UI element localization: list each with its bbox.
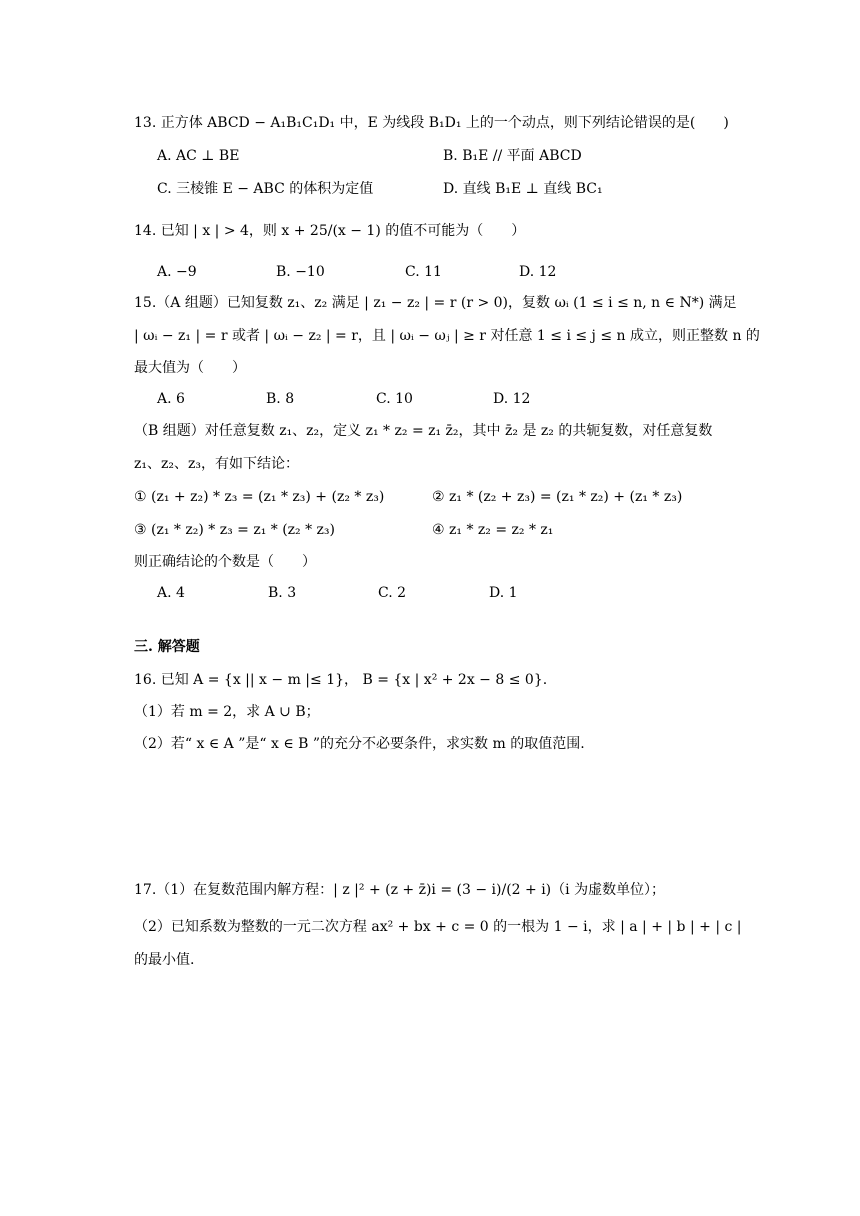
q17-part2-line1: （2）已知系数为整数的一元二次方程 ax² + bx + c = 0 的一根为 1 − i，求 | a | + | b | + | c | bbox=[134, 919, 742, 935]
q17-part2-line2: 的最小值. bbox=[134, 952, 195, 968]
q15-option-a: A. 6 bbox=[157, 391, 185, 407]
q15b-stem-line1: （B 组题）对任意复数 z₁、z₂，定义 z₁ * z₂ = z₁ z̄₂，其中 z̄₂ 是 z₂ 的共轭复数，对任意复数 bbox=[134, 423, 713, 439]
q14-option-c: C. 11 bbox=[405, 264, 442, 280]
q15b-option-b: B. 3 bbox=[268, 585, 297, 601]
q15b-conclusion-4: ④ z₁ * z₂ = z₂ * z₁ bbox=[432, 522, 554, 538]
q16-part2: （2）若“ x ∈ A ”是“ x ∈ B ”的充分不必要条件，求实数 m 的取值范围. bbox=[134, 736, 585, 752]
q13-option-b: B. B₁E // 平面 ABCD bbox=[443, 148, 582, 164]
q15-option-d: D. 12 bbox=[493, 391, 531, 407]
q15-option-b: B. 8 bbox=[266, 391, 295, 407]
q14-stem: 14. 已知 | x | > 4，则 x + 25/(x − 1) 的值不可能为（ ） bbox=[134, 223, 526, 239]
q14-option-b: B. −10 bbox=[276, 264, 325, 280]
q15b-question: 则正确结论的个数是（ ） bbox=[134, 554, 316, 570]
q15b-option-c: C. 2 bbox=[378, 585, 407, 601]
q15b-option-a: A. 4 bbox=[157, 585, 185, 601]
q15-stem-line2: | ωᵢ − z₁ | = r 或者 | ωᵢ − z₂ | = r，且 | ωᵢ − ωⱼ | ≥ r 对任意 1 ≤ i ≤ j ≤ n 成立，则正整数 n 的 bbox=[134, 328, 760, 344]
section-title: 三. 解答题 bbox=[134, 639, 200, 655]
q15-stem-line1: 15.（A 组题）已知复数 z₁、z₂ 满足 | z₁ − z₂ | = r (r > 0)，复数 ωᵢ (1 ≤ i ≤ n, n ∈ N*) 满足 bbox=[134, 295, 737, 311]
q15b-conclusion-1: ① (z₁ + z₂) * z₃ = (z₁ * z₃) + (z₂ * z₃) bbox=[134, 489, 385, 505]
q15-stem-line3: 最大值为（ ） bbox=[134, 360, 246, 376]
q13-option-d: D. 直线 B₁E ⊥ 直线 BC₁ bbox=[443, 181, 603, 197]
q13-option-c: C. 三棱锥 E − ABC 的体积为定值 bbox=[157, 181, 374, 197]
q15b-option-d: D. 1 bbox=[489, 585, 518, 601]
q14-option-a: A. −9 bbox=[157, 264, 197, 280]
q15b-conclusion-2: ② z₁ * (z₂ + z₃) = (z₁ * z₂) + (z₁ * z₃) bbox=[432, 489, 683, 505]
q15b-conclusion-3: ③ (z₁ * z₂) * z₃ = z₁ * (z₂ * z₃) bbox=[134, 522, 336, 538]
q15-option-c: C. 10 bbox=[376, 391, 413, 407]
q13-option-a: A. AC ⊥ BE bbox=[157, 148, 240, 164]
q17-part1: 17.（1）在复数范围内解方程：| z |² + (z + z̄)i = (3 − i)/(2 + i)（i 为虚数单位）； bbox=[134, 882, 666, 898]
q16-part1: （1）若 m = 2，求 A ∪ B； bbox=[134, 704, 320, 720]
q14-option-d: D. 12 bbox=[519, 264, 557, 280]
q15b-stem-line2: z₁、z₂、z₃，有如下结论： bbox=[134, 456, 299, 472]
q16-stem: 16. 已知 A = {x || x − m |≤ 1}， B = {x | x² + 2x − 8 ≤ 0}. bbox=[134, 672, 548, 688]
q13-stem: 13. 正方体 ABCD − A₁B₁C₁D₁ 中，E 为线段 B₁D₁ 上的一个动点，则下列结论错误的是( ) bbox=[134, 115, 729, 131]
